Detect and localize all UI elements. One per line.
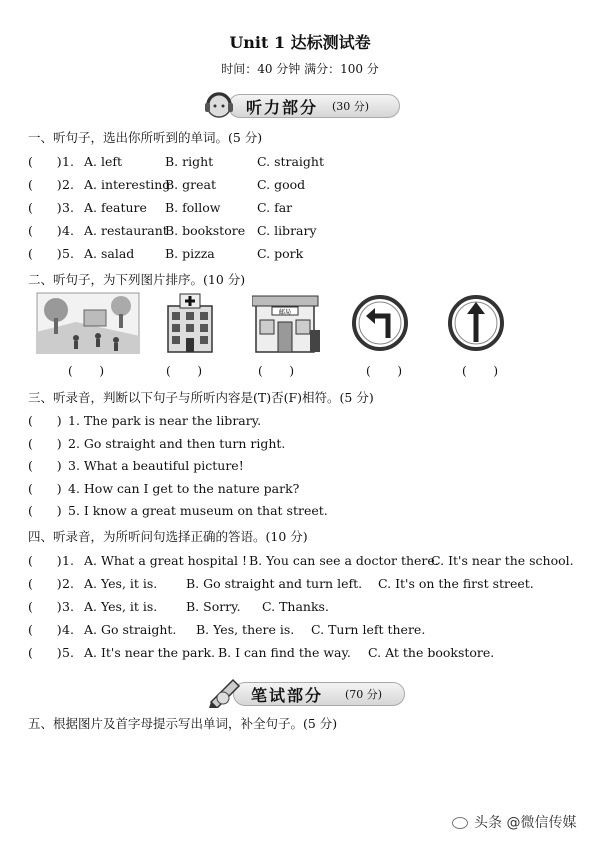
statement: 4. How can I get to the nature park?: [68, 480, 300, 496]
question-number: 5.: [62, 645, 74, 660]
option-a: A. restaurant: [84, 223, 168, 238]
option-a: A. What a great hospital !: [84, 553, 248, 568]
go-straight-sign: [448, 292, 504, 354]
option-b: B. Yes, there is.: [196, 622, 295, 637]
page-title: Unit 1 达标测试卷: [229, 33, 371, 52]
answer-blank[interactable]: ( ): [28, 154, 62, 169]
hospital-picture: [162, 292, 218, 354]
answer-blank[interactable]: ( ): [28, 200, 62, 215]
statement: 2. Go straight and then turn right.: [68, 435, 286, 451]
answer-blank[interactable]: ( ): [28, 458, 62, 473]
exam-info: 时间：40 分钟 满分：100 分: [221, 62, 379, 76]
option-a: A. salad: [84, 246, 135, 261]
listening-banner: [200, 88, 400, 118]
statement: 3. What a beautiful picture!: [68, 458, 244, 473]
writing-banner: [205, 676, 405, 706]
option-b: B. Sorry.: [186, 599, 241, 614]
answer-blank[interactable]: ( ): [28, 576, 62, 591]
option-a: A. Go straight.: [84, 622, 177, 637]
park-scene-picture: [36, 292, 140, 354]
option-c: C. good: [257, 177, 306, 192]
option-c: C. Turn left there.: [311, 622, 426, 637]
watermark-text: 头条 @微信传媒: [474, 815, 577, 831]
statement: 5. I know a great museum on that street.: [68, 503, 328, 518]
answer-blank[interactable]: ( ): [166, 364, 203, 378]
question-number: 4.: [62, 223, 74, 238]
option-b: B. Go straight and turn left.: [186, 576, 363, 591]
answer-blank[interactable]: ( ): [28, 503, 62, 518]
question-number: 2.: [62, 177, 74, 192]
option-b: B. You can see a doctor there.: [249, 553, 439, 568]
answer-blank[interactable]: ( ): [28, 223, 62, 238]
answer-blank[interactable]: ( ): [28, 246, 62, 261]
statement: 1. The park is near the library.: [68, 413, 262, 428]
option-b: B. I can find the way.: [218, 645, 351, 660]
banner-label: 笔试部分: [251, 686, 324, 705]
option-b: B. bookstore: [165, 223, 246, 238]
option-c: C. It's on the first street.: [378, 576, 534, 591]
banner-points: (30 分): [332, 100, 370, 113]
headphones-icon: [200, 88, 238, 120]
option-a: A. It's near the park.: [84, 645, 216, 660]
answer-blank[interactable]: ( ): [28, 413, 62, 428]
question-number: 2.: [62, 576, 74, 591]
option-b: B. great: [165, 177, 216, 192]
turn-left-sign: [352, 292, 408, 354]
option-a: A. interesting: [84, 177, 171, 192]
section1-heading: 一、听句子，选出你所听到的单词。(5 分): [28, 130, 263, 145]
answer-blank[interactable]: ( ): [258, 364, 295, 378]
question-number: 1.: [62, 154, 74, 169]
answer-blank[interactable]: ( ): [28, 622, 62, 637]
banner-label: 听力部分: [246, 98, 319, 117]
answer-blank[interactable]: ( ): [28, 645, 62, 660]
shop-sign-text: 邮局: [278, 309, 292, 316]
answer-blank[interactable]: ( ): [462, 364, 499, 378]
answer-blank[interactable]: ( ): [366, 364, 403, 378]
option-c: C. At the bookstore.: [368, 645, 495, 660]
section5-heading: 五、根据图片及首字母提示写出单词，补全句子。(5 分): [28, 716, 338, 731]
section3-heading: 三、听录音，判断以下句子与所听内容是(T)否(F)相符。(5 分): [28, 390, 374, 405]
shop-picture: [252, 292, 322, 354]
watermark: [452, 812, 576, 832]
option-b: B. right: [165, 154, 214, 169]
question-number: 5.: [62, 246, 74, 261]
question-number: 4.: [62, 622, 74, 637]
option-b: B. follow: [165, 200, 221, 215]
option-c: C. It's near the school.: [431, 553, 574, 568]
option-c: C. far: [257, 200, 293, 215]
banner-points: (70 分): [345, 688, 383, 701]
option-c: C. straight: [257, 154, 325, 169]
question-number: 3.: [62, 599, 74, 614]
option-c: C. library: [257, 223, 317, 238]
option-a: A. left: [84, 154, 123, 169]
option-a: A. Yes, it is.: [84, 576, 158, 591]
question-number: 1.: [62, 553, 74, 568]
pencil-icon: [205, 676, 243, 708]
option-a: A. Yes, it is.: [84, 599, 158, 614]
section4-heading: 四、听录音，为所听问句选择正确的答语。(10 分): [28, 529, 308, 544]
question-number: 3.: [62, 200, 74, 215]
option-a: A. feature: [84, 200, 147, 215]
option-c: C. pork: [257, 246, 304, 261]
answer-blank[interactable]: ( ): [28, 435, 62, 451]
wechat-icon: [452, 817, 468, 829]
option-c: C. Thanks.: [262, 599, 329, 614]
option-b: B. pizza: [165, 246, 215, 261]
answer-blank[interactable]: ( ): [28, 177, 62, 192]
answer-blank[interactable]: ( ): [68, 364, 105, 378]
answer-blank[interactable]: ( ): [28, 599, 62, 614]
answer-blank[interactable]: ( ): [28, 480, 62, 496]
section2-heading: 二、听句子，为下列图片排序。(10 分): [28, 272, 246, 287]
answer-blank[interactable]: ( ): [28, 553, 62, 568]
